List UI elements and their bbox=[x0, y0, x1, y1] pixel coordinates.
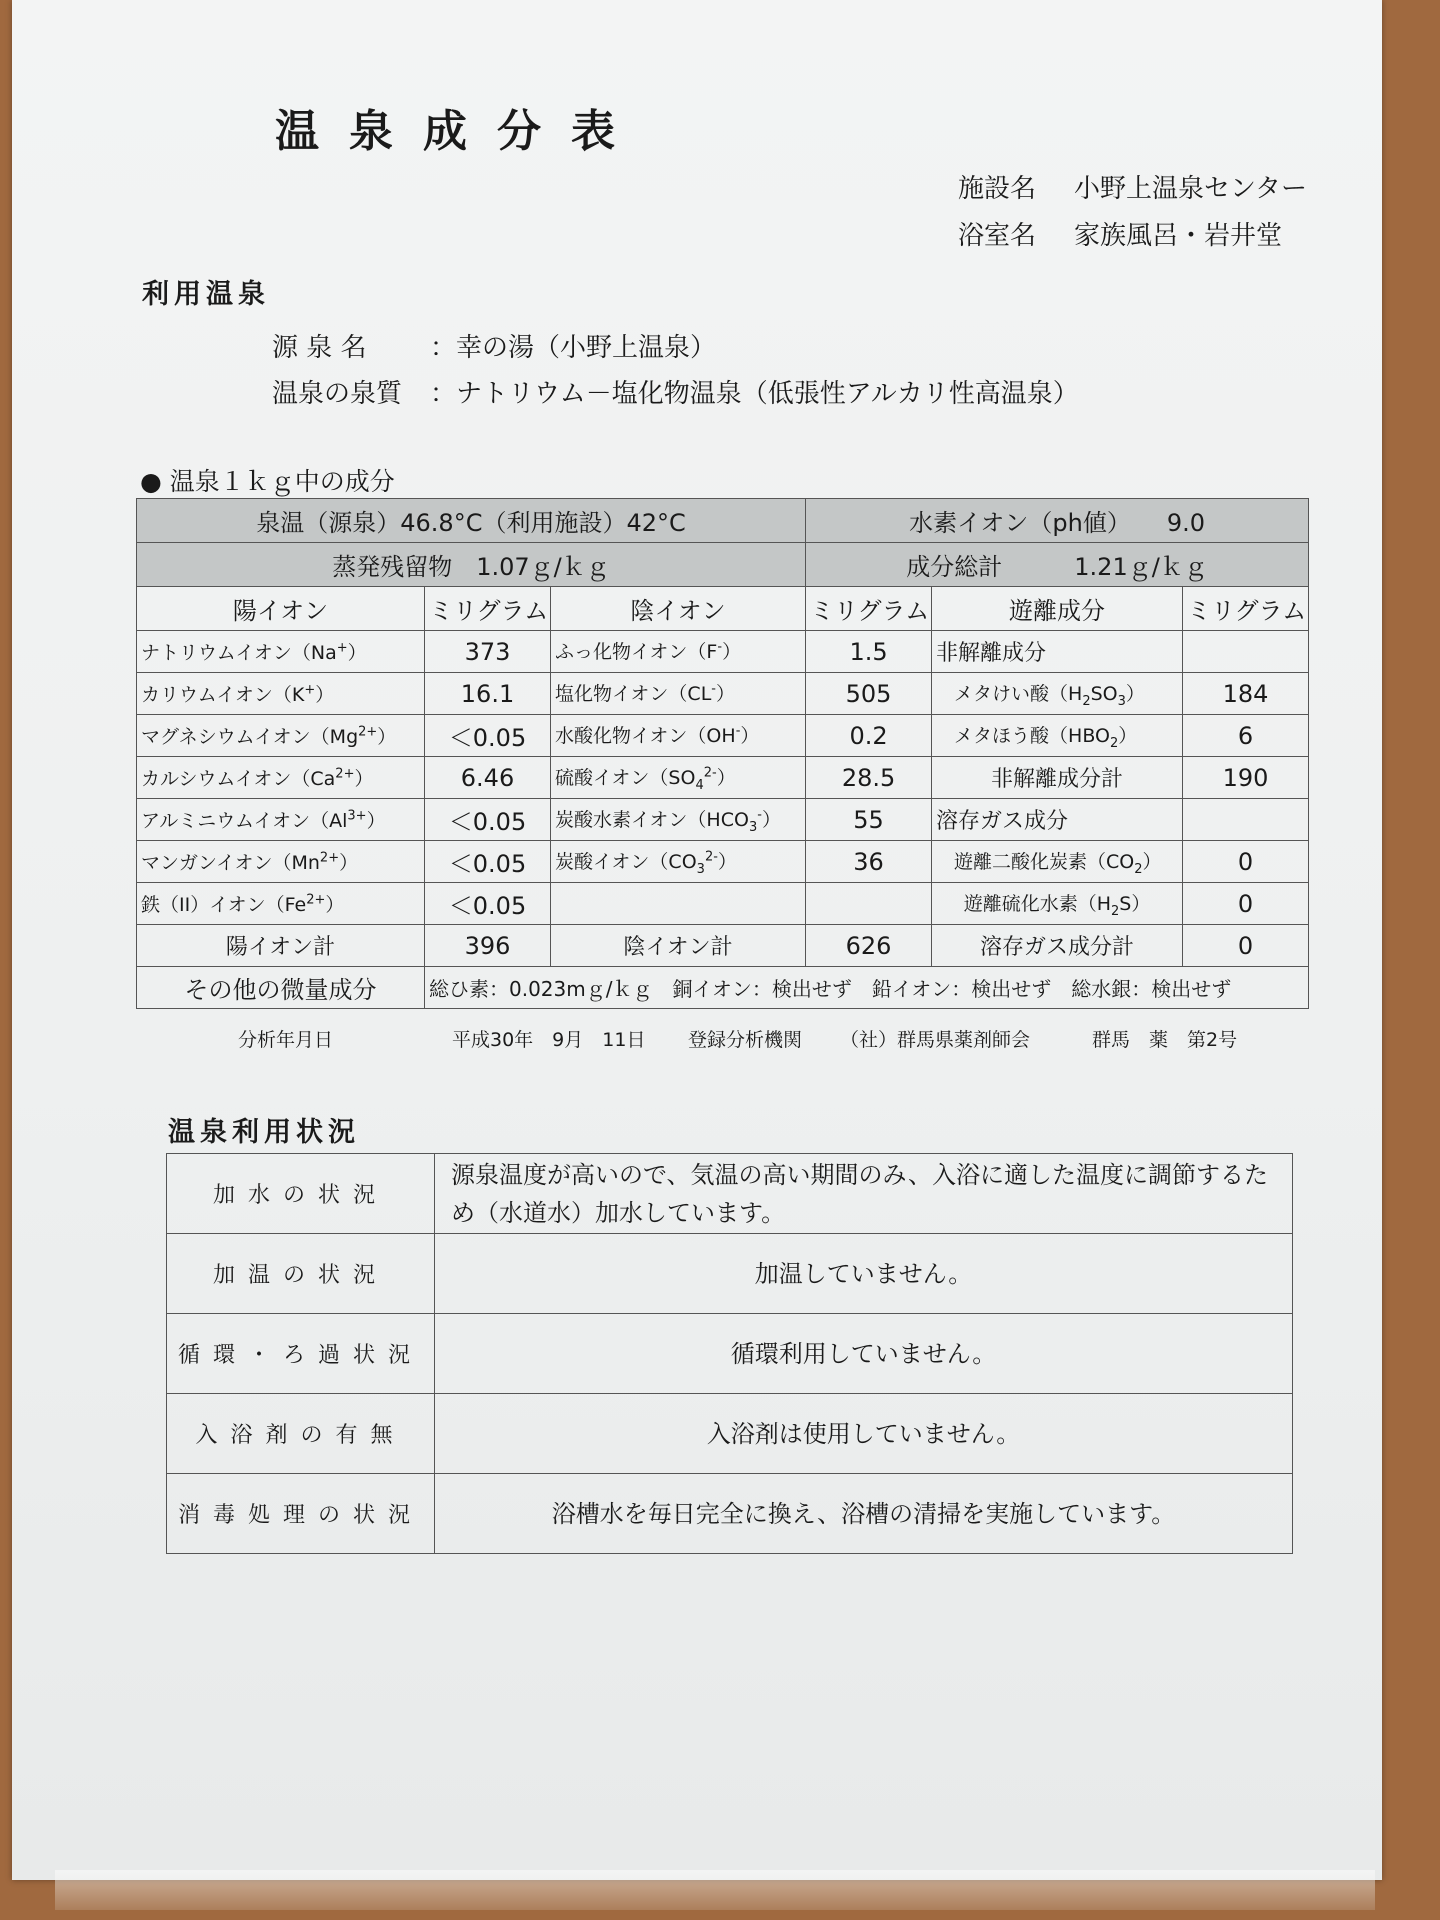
cation-value: ＜0.05 bbox=[425, 799, 551, 841]
table-row bbox=[167, 1394, 1293, 1474]
free-unit-header: ミリグラム bbox=[1183, 587, 1309, 631]
anion-name: 水酸化物イオン（OH-） bbox=[551, 715, 806, 757]
nondissociated-label: 非解離成分 bbox=[932, 631, 1183, 673]
usage-value: 加温していません。 bbox=[435, 1234, 1293, 1314]
facility-name-label: 施設名 bbox=[958, 174, 1037, 204]
cation-name: マンガンイオン$(Mn^{2+})$ bbox=[137, 841, 425, 883]
usage-value: 浴槽水を毎日完全に換え、浴槽の清掃を実施しています。 bbox=[435, 1474, 1293, 1554]
components-heading: ● 温泉１ｋｇ中の成分 bbox=[140, 467, 395, 496]
cation-total-label: 陽イオン計 bbox=[137, 925, 425, 967]
cation-value: 6.46 bbox=[425, 757, 551, 799]
table-row bbox=[137, 799, 1309, 841]
table-row bbox=[137, 757, 1309, 799]
room-name-label: 浴室名 bbox=[958, 221, 1037, 251]
total-components: 成分総計 1.21ｇ/ｋｇ bbox=[806, 543, 1309, 587]
quality-label: 温泉の泉質 bbox=[272, 379, 403, 409]
cation-name: ナトリウムイオン（Na+） bbox=[137, 631, 425, 673]
dissolved-gas-label: 溶存ガス成分 bbox=[932, 799, 1183, 841]
summary-row bbox=[137, 543, 1309, 587]
free-name: メタけい酸$(H_2SO_3)$ bbox=[932, 673, 1183, 715]
table-row bbox=[137, 841, 1309, 883]
anion-name: 硫酸イオン$(SO_4^{2-})$ bbox=[551, 757, 806, 799]
gas-total-label: 溶存ガス成分計 bbox=[932, 925, 1183, 967]
table-row bbox=[167, 1474, 1293, 1554]
usage-label: 消毒処理の状況 bbox=[167, 1474, 435, 1554]
trace-value: 総ひ素：0.023mｇ/ｋｇ 銅イオン：検出せず 鉛イオン：検出せず 総水銀：検出せず bbox=[425, 967, 1309, 1009]
table-row bbox=[167, 1314, 1293, 1394]
summary-row bbox=[137, 499, 1309, 543]
page-title: 温泉成分表 bbox=[275, 106, 645, 157]
usage-label: 加水の状況 bbox=[167, 1154, 435, 1234]
free-header: 遊離成分 bbox=[932, 587, 1183, 631]
usage-value: 源泉温度が高いので、気温の高い期間のみ、入浴に適した温度に調節するため（水道水）加水しています。 bbox=[435, 1154, 1293, 1234]
empty-cell bbox=[806, 883, 932, 925]
cation-header: 陽イオン bbox=[137, 587, 425, 631]
usage-label: 加温の状況 bbox=[167, 1234, 435, 1314]
cation-value: 373 bbox=[425, 631, 551, 673]
room-name: 家族風呂・岩井堂 bbox=[1074, 221, 1283, 251]
analysis-date: 平成30年 9月 11日 bbox=[452, 1029, 646, 1051]
column-header-row bbox=[137, 587, 1309, 631]
empty-cell bbox=[1183, 799, 1309, 841]
trace-row bbox=[137, 967, 1309, 1009]
free-value: 0 bbox=[1183, 841, 1309, 883]
free-name: 遊離硫化水素$(H_2S)$ bbox=[932, 883, 1183, 925]
trace-label: その他の微量成分 bbox=[137, 967, 425, 1009]
anion-header: 陰イオン bbox=[551, 587, 806, 631]
cation-unit-header: ミリグラム bbox=[425, 587, 551, 631]
cation-name: カリウムイオン（K+） bbox=[137, 673, 425, 715]
anion-name: 炭酸水素イオン$(HCO_3^-)$ bbox=[551, 799, 806, 841]
analysis-registration: 群馬 薬 第2号 bbox=[1092, 1029, 1238, 1051]
cation-name: 鉄（II）イオン$(Fe^{2+})$ bbox=[137, 883, 425, 925]
cation-value: 16.1 bbox=[425, 673, 551, 715]
analysis-org: （社）群馬県薬剤師会 bbox=[840, 1029, 1031, 1051]
cation-value: ＜0.05 bbox=[425, 841, 551, 883]
usage-label: 入浴剤の有無 bbox=[167, 1394, 435, 1474]
anion-value: 36 bbox=[806, 841, 932, 883]
bullet-icon: ● bbox=[140, 467, 162, 496]
cation-name: アルミニウムイオン$(Al^{3+})$ bbox=[137, 799, 425, 841]
anion-value: 55 bbox=[806, 799, 932, 841]
usage-table bbox=[166, 1153, 1293, 1554]
table-row bbox=[137, 673, 1309, 715]
analysis-date-label: 分析年月日 bbox=[238, 1029, 334, 1051]
cation-value: ＜0.05 bbox=[425, 715, 551, 757]
evaporation-residue: 蒸発残留物 1.07ｇ/ｋｇ bbox=[137, 543, 806, 587]
spring-temperature: 泉温（源泉）46.8°C（利用施設）42°C bbox=[137, 499, 806, 543]
anion-value: 28.5 bbox=[806, 757, 932, 799]
table-row bbox=[137, 715, 1309, 757]
usage-value: 循環利用していません。 bbox=[435, 1314, 1293, 1394]
spring-heading: 利用温泉 bbox=[142, 279, 270, 310]
laminate-edge bbox=[55, 1870, 1375, 1910]
anion-unit-header: ミリグラム bbox=[806, 587, 932, 631]
nondissociated-total: 190 bbox=[1183, 757, 1309, 799]
cation-value: ＜0.05 bbox=[425, 883, 551, 925]
table-row bbox=[167, 1234, 1293, 1314]
facility-info bbox=[958, 166, 1307, 260]
free-value: 6 bbox=[1183, 715, 1309, 757]
source-label: 源 泉 名 bbox=[272, 333, 367, 363]
free-name: 遊離二酸化炭素$(CO_2)$ bbox=[932, 841, 1183, 883]
cation-name: カルシウムイオン$(Ca^{2+})$ bbox=[137, 757, 425, 799]
anion-value: 505 bbox=[806, 673, 932, 715]
cation-name: マグネシウムイオン$(Mg^{2+})$ bbox=[137, 715, 425, 757]
anion-value: 1.5 bbox=[806, 631, 932, 673]
components-table bbox=[136, 498, 1309, 1009]
cation-total: 396 bbox=[425, 925, 551, 967]
empty-cell bbox=[551, 883, 806, 925]
anion-total-label: 陰イオン計 bbox=[551, 925, 806, 967]
anion-name: 炭酸イオン$(CO_3^{2-})$ bbox=[551, 841, 806, 883]
usage-value: 入浴剤は使用していません。 bbox=[435, 1394, 1293, 1474]
table-row bbox=[167, 1154, 1293, 1234]
anion-value: 0.2 bbox=[806, 715, 932, 757]
source-value: ：幸の湯（小野上温泉） bbox=[430, 333, 717, 363]
empty-cell bbox=[1183, 631, 1309, 673]
usage-heading: 温泉利用状況 bbox=[168, 1117, 360, 1148]
totals-row bbox=[137, 925, 1309, 967]
table-row bbox=[137, 883, 1309, 925]
nondissociated-total-label: 非解離成分計 bbox=[932, 757, 1183, 799]
free-name: メタほう酸$(HBO_2)$ bbox=[932, 715, 1183, 757]
facility-name: 小野上温泉センター bbox=[1074, 174, 1307, 204]
table-row bbox=[137, 631, 1309, 673]
anion-total: 626 bbox=[806, 925, 932, 967]
anion-name: ふっ化物イオン（F-） bbox=[551, 631, 806, 673]
free-value: 0 bbox=[1183, 883, 1309, 925]
free-value: 184 bbox=[1183, 673, 1309, 715]
analysis-org-label: 登録分析機関 bbox=[688, 1029, 803, 1051]
spring-info bbox=[272, 325, 1079, 417]
gas-total: 0 bbox=[1183, 925, 1309, 967]
usage-label: 循環・ろ過状況 bbox=[167, 1314, 435, 1394]
quality-value: ：ナトリウム－塩化物温泉（低張性アルカリ性高温泉） bbox=[430, 379, 1079, 409]
anion-name: 塩化物イオン（CL-） bbox=[551, 673, 806, 715]
ph-value: 水素イオン（ph値） 9.0 bbox=[806, 499, 1309, 543]
